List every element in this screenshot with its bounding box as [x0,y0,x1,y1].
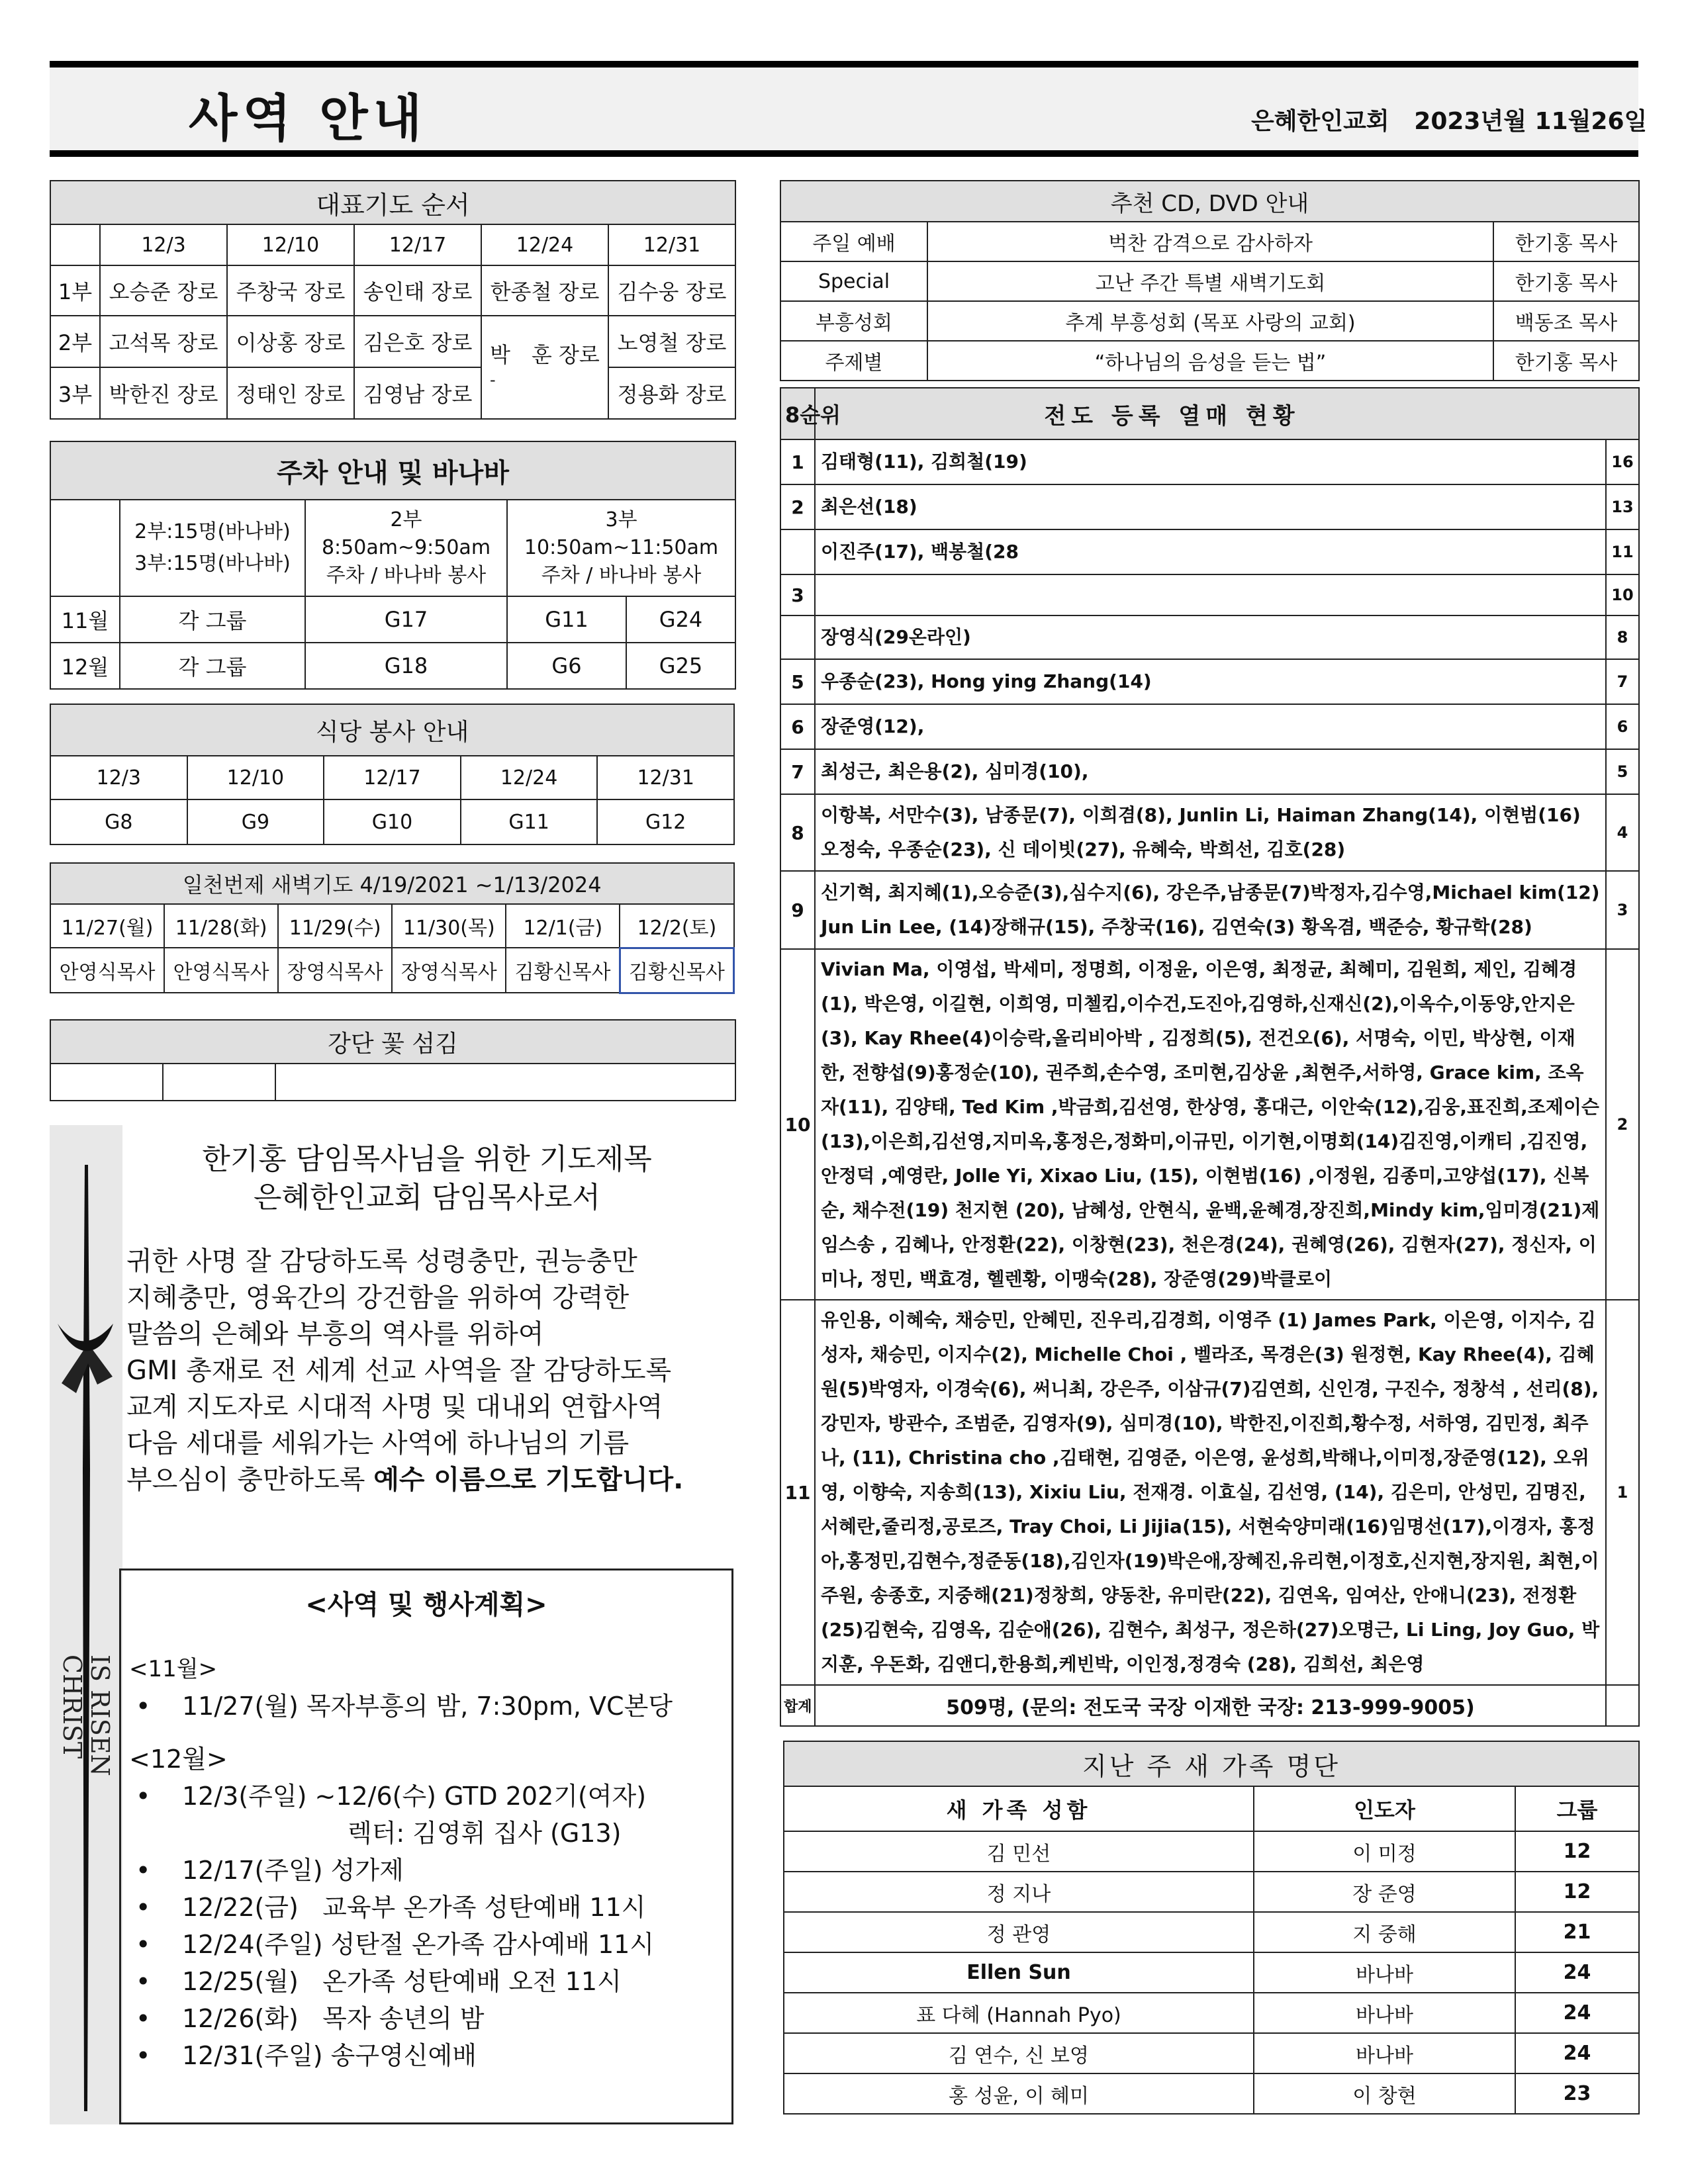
prayer-line: 교계 지도자로 시대적 사명 및 대내외 연합사역 [126,1392,663,1422]
service-role: 주차 / 바나바 봉사 [541,564,702,587]
blank-cell [50,224,100,265]
count-cell: 7 [1606,659,1639,704]
prayer-title-1: 한기홍 담임목사님을 위한 기도제목 [202,1142,652,1176]
media-category: 주일 예배 [780,222,927,261]
group-number: 24 [1515,2033,1639,2073]
rank-cell: 6 [780,704,815,749]
service-label: 1부 [50,265,100,316]
family-name: 홍 성윤, 이 혜미 [784,2073,1254,2114]
prayer-line: 귀한 사명 잘 감당하도록 성령충만, 권능충만 [126,1246,637,1277]
elder-name: 김수웅 장로 [608,265,735,316]
rank-cell: 2 [780,484,815,529]
capacity-line: 3부:15명(바나바) [134,552,291,575]
prayer-line: 지혜충만, 영육간의 강건함을 위하여 강력한 [126,1283,630,1313]
strip-text-2 [85,1655,115,1933]
event-text: 12/17(주일) 성가제 [182,1856,404,1885]
names-cell: 최은선(18) [815,484,1606,529]
event-item: • 12/17(주일) 성가제 [136,1856,404,1885]
group-number: 21 [1515,1912,1639,1952]
dawn-prayer-table [50,862,735,994]
event-text: 12/3(주일) ~12/6(수) GTD 202기(여자) [182,1782,647,1811]
month-label: <12월> [129,1745,228,1774]
rank-cell: 7 [780,749,815,794]
count-cell: 8 [1606,615,1639,659]
rank-cell: 1 [780,439,815,484]
event-text: 12/24(주일) 성탄절 온가족 감사예배 11시 [182,1930,655,1959]
leader-cell: 김황신목사 [506,948,620,993]
leader-cell: 장영식목사 [392,948,506,993]
media-speaker: 한기홍 목사 [1493,261,1639,301]
month-label: 11월 [50,596,120,643]
group-number: 12 [1515,1831,1639,1872]
leader-cell: 안영식목사 [50,948,164,993]
media-category: 부흥성회 [780,301,927,341]
group-number: 24 [1515,1993,1639,2033]
dining-title: 식당 봉사 안내 [50,704,734,756]
elder-name: 고석목 장로 [100,316,227,367]
media-title-cell: 고난 주간 특별 새벽기도회 [927,261,1493,301]
parking-title: 주차 안내 및 바나바 [50,441,735,500]
count-cell: 1 [1606,1300,1639,1685]
group-code: G9 [187,799,324,844]
rank-cell: 3 [780,574,815,615]
names-cell: 우종순(23), Hong ying Zhang(14) [815,659,1606,704]
date-cell: 12/31 [608,224,735,265]
dining-table [50,704,735,845]
family-name: 김 민선 [784,1831,1254,1872]
total-label: 합계 [780,1685,815,1726]
strip-text-1 [58,1655,87,1933]
date-cell: 12/17 [324,756,461,799]
names-cell [815,574,1606,615]
group-code: G24 [626,596,735,643]
col-header: 인도자 [1254,1786,1515,1831]
date-cell: 12/10 [187,756,324,799]
names-cell: 장준영(12), [815,704,1606,749]
bulletin-date: 2023년월 11월26일 [1414,108,1648,135]
names-cell: 이항복, 서만수(3), 남종문(7), 이희겸(8), Junlin Li, Haiman Zhang(14), 이현범(16) 오정숙, 우종순(23), 신 데이빗(27), 유혜숙, 박희선, 김호(28) [815,794,1606,871]
elder-name: 이상홍 장로 [227,316,354,367]
family-name: Ellen Sun [784,1952,1254,1993]
group-code: G8 [50,799,187,844]
count-cell: 16 [1606,439,1639,484]
count-cell: 6 [1606,704,1639,749]
group-code: G12 [597,799,734,844]
media-title-cell: “하나님의 음성을 듣는 법” [927,341,1493,381]
names-cell: 김태형(11), 김희철(19) [815,439,1606,484]
elder-name: 한종철 장로 [481,265,608,316]
family-name: 표 다혜 (Hannah Pyo) [784,1993,1254,2033]
guide-name: 장 준영 [1254,1872,1515,1912]
guide-name: 이 창현 [1254,2073,1515,2114]
event-item: • 12/31(주일) 송구영신예배 [136,2041,477,2070]
group-label: 각 그룹 [120,596,305,643]
date-cell: 12/3 [50,756,187,799]
media-speaker: 한기홍 목사 [1493,222,1639,261]
parking-table [50,441,736,690]
day-cell: 11/27(월) [50,904,164,948]
rank-cell: 9 [780,871,815,949]
rank-cell [780,615,815,659]
elder-name: 박한진 장로 [100,367,227,419]
date-cell: 12/24 [461,756,598,799]
service-time: 10:50am~11:50am [524,536,719,559]
prayer-line: 말씀의 은혜와 부흥의 역사를 위하여 [126,1319,544,1349]
media-title: 추천 CD, DVD 안내 [780,181,1639,222]
month-label: <11월> [129,1656,218,1682]
leader-cell: 안영식목사 [164,948,278,993]
family-name: 김 연수, 신 보영 [784,2033,1254,2073]
rank-cell: 11 [780,1300,815,1685]
church-name: 은혜한인교회 [1251,108,1389,135]
flowers-table [50,1019,736,1101]
day-cell: 12/2(토) [620,904,733,948]
event-item: • 12/25(월) 온가족 성탄예배 오전 11시 [136,1967,622,1996]
event-text: 12/22(금) 교육부 온가족 성탄예배 11시 [182,1893,646,1922]
count-cell: 4 [1606,794,1639,871]
new-families-table [783,1741,1640,2115]
event-item: • 12/22(금) 교육부 온가족 성탄예배 11시 [136,1893,646,1922]
elder-name: 주창국 장로 [227,265,354,316]
month-label: 12월 [50,643,120,689]
service2-info [305,500,507,596]
count-cell: 3 [1606,871,1639,949]
guide-name: 이 미정 [1254,1831,1515,1872]
merged-dash: - [490,371,496,389]
count-cell: 13 [1606,484,1639,529]
prayer-line: 다음 세대를 세워가는 사역에 하나님의 기름 [126,1428,630,1459]
media-title-cell: 벅찬 감격으로 감사하자 [927,222,1493,261]
group-code: G25 [626,643,735,689]
total-cell: 509명, (문의: 전도국 국장 이재한 국장: 213-999-9005) [815,1685,1606,1726]
group-number: 12 [1515,1872,1639,1912]
count-cell: 10 [1606,574,1639,615]
elder-name: 노영철 장로 [608,316,735,367]
elder-name: 송인태 장로 [354,265,481,316]
count-cell: 11 [1606,529,1639,574]
event-text: 12/25(월) 온가족 성탄예배 오전 11시 [182,1967,622,1996]
service3-info [507,500,735,596]
service-role: 주차 / 바나바 봉사 [326,564,487,587]
leader-cell: 김황신목사 [620,948,733,993]
prayer-line-last [126,1462,731,1498]
service-name: 3부 [605,508,637,531]
blank-cell [50,1064,163,1101]
day-cell: 11/30(목) [392,904,506,948]
group-label: 각 그룹 [120,643,305,689]
date-cell: 12/24 [481,224,608,265]
family-name: 정 관영 [784,1912,1254,1952]
guide-name: 바나바 [1254,1993,1515,2033]
names-cell: 이진주(17), 백봉철(28 [815,529,1606,574]
prayer-title-2: 은혜한인교회 담임목사로서 [253,1181,601,1214]
service-label: 2부 [50,316,100,367]
group-code: G10 [324,799,461,844]
date-cell: 12/3 [100,224,227,265]
names-cell: 유인용, 이혜숙, 채승민, 안혜민, 진우리,김경희, 이영주 (1) James Park, 이은영, 이지수, 김성자, 채승민, 이지수(2), Michelle Choi , 벨라조, 목경은(3) 원정현, Kay Rhee(4), 김혜원(5)박영자, 이경숙(6), 써니최, 강은주, 이삼규(7)김연희, 신인경, 구진수, 정창석 , 선리(8), 강민자, 방관수, 조범준, 김영자(9), 심미경(10), 박한진,이진희,황수정, 서하영, 김민정, 최주나, (11), Christina cho ,김태현, 김영준, 이은영, 윤성희,박해나,이미정,장준영(12), 오위영, 이향숙, 지송희(13), Xixiu Liu, 전재경. 이효실, 김선영, (14), 김은미, 안성민, 김명진,서혜란,줄리정,공로즈, Tray Choi, Li Jijia(15), 서현숙양미래(16)임명선(17),이경자, 홍정아,홍정민,김현수,정준동(18),김인자(19)박은애,장혜진,유리현,이정호,신지현,장지원, 최현,이주원, 송종호, 지중해(21)정창희, 양동찬, 유미란(22), 김연옥, 임여산, 안애니(23), 전정환(25)김현숙, 김영옥, 김순애(26), 김현수, 최성구, 정은하(27)오명근, Li Ling, Joy Guo, 박지훈, 우돈화, 김앤디,한용희,케빈박, 이인정,정경숙 (28), 김희선, 최은영 [815,1300,1606,1685]
group-code: G11 [461,799,598,844]
event-subtext: 렉터: 김영휘 집사 (G13) [348,1819,622,1848]
names-cell: 최성근, 최은용(2), 심미경(10), [815,749,1606,794]
church-date [1251,103,1647,136]
count-cell: 5 [1606,749,1639,794]
events-box [119,1569,733,2124]
media-table [780,180,1640,381]
family-name: 정 지나 [784,1872,1254,1912]
elder-name: 김은호 장로 [354,316,481,367]
rank-cell: 8 [780,794,815,871]
date-cell: 12/31 [597,756,734,799]
blank-cell [1606,1685,1639,1726]
media-title-cell: 추계 부흥성회 (목포 사랑의 교회) [927,301,1493,341]
prayer-order-table [50,180,736,420]
group-number: 23 [1515,2073,1639,2114]
strip-line: IS RISEN [85,1655,115,1776]
guide-name: 바나바 [1254,2033,1515,2073]
new-families-title: 지난 주 새 가족 명단 [784,1741,1639,1786]
names-cell: 장영식(29온라인) [815,615,1606,659]
prayer-line: GMI 총재로 전 세계 선교 사역을 잘 감당하도록 [126,1355,672,1386]
rank-cell: 5 [780,659,815,704]
media-category: Special [780,261,927,301]
flowers-title: 강단 꽃 섬김 [50,1020,735,1064]
names-cell: 신기혁, 최지혜(1),오승준(3),심수지(6), 강은주,남종문(7)박정자,김수영,Michael kim(12) Jun Lin Lee, (14)장해규(15), 주창국(16), 김연숙(3) 황옥겸, 백준승, 황규학(28) [815,871,1606,949]
event-text: 12/31(주일) 송구영신예배 [182,2041,477,2070]
group-code: G18 [305,643,507,689]
side-strip [50,1125,122,2124]
evangelism-table [780,387,1640,1727]
merged-name: 박 훈 장로 [490,342,600,367]
prayer-order-title: 대표기도 순서 [50,181,735,224]
group-number: 24 [1515,1952,1639,1993]
day-cell: 11/28(화) [164,904,278,948]
service-time: 8:50am~9:50am [321,536,491,559]
day-cell: 11/29(수) [278,904,392,948]
media-speaker: 한기홍 목사 [1493,341,1639,381]
group-code: G11 [507,596,626,643]
guide-name: 바나바 [1254,1952,1515,1993]
page-title: 사역 안내 [189,89,428,148]
event-item: • 11/27(월) 목자부흥의 밤, 7:30pm, VC본당 [136,1692,673,1721]
event-item: • 12/3(주일) ~12/6(수) GTD 202기(여자) [136,1782,647,1811]
events-title: <사역 및 행사계획> [305,1590,547,1620]
dawn-prayer-title: 일천번제 새벽기도 4/19/2021 ~1/13/2024 [50,863,734,904]
pastor-prayer-box [122,1135,731,1559]
cross-graphic [50,1125,122,2124]
rank-header: 8순위 [780,388,815,439]
date-cell: 12/10 [227,224,354,265]
count-cell: 2 [1606,949,1639,1300]
rank-cell [780,529,815,574]
leader-cell: 장영식목사 [278,948,392,993]
event-item: • 12/26(화) 목자 송년의 밤 [136,2004,485,2033]
capacity-line: 2부:15명(바나바) [134,520,291,543]
service-name: 2부 [390,508,422,531]
col-header: 새 가족 성함 [784,1786,1254,1831]
media-speaker: 백동조 목사 [1493,301,1639,341]
elder-name: 김영남 장로 [354,367,481,419]
media-category: 주제별 [780,341,927,381]
elder-name-merged [481,316,608,419]
event-text: 12/26(화) 목자 송년의 밤 [182,2004,485,2033]
date-cell: 12/17 [354,224,481,265]
service-label: 3부 [50,367,100,419]
elder-name: 오승준 장로 [100,265,227,316]
elder-name: 정용화 장로 [608,367,735,419]
parking-capacity [120,500,305,596]
rank-cell: 10 [780,949,815,1300]
group-code: G6 [507,643,626,689]
prayer-line: 부으심이 충만하도록 [126,1465,374,1495]
event-item: • 12/24(주일) 성탄절 온가족 감사예배 11시 [136,1930,655,1959]
blank-cell [50,500,120,596]
day-cell: 12/1(금) [506,904,620,948]
names-cell: Vivian Ma, 이영섭, 박세미, 정명희, 이정윤, 이은영, 최정균, 최혜미, 김원희, 제인, 김혜경(1), 박은영, 이길현, 이희영, 미첼킴,이수건,도진아,김영하,신재신(2),이옥수,이동양,안지은(3), Kay Rhee(4)이승락,올리비아박 , 김정희(5), 전건오(6), 서명숙, 이민, 박상현, 이재한, 전향섭(9)홍정순(10), 권주희,손수영, 조미현,김상윤 ,최현주,서하영, Grace kim, 조옥자(11), 김양태, Ted Kim ,박금희,김선영, 한상영, 홍대근, 이안숙(12),김웅,표진희,조제이슨(13),이은희,김선영,지미옥,홍정은,정화미,이규민, 이기현,이명회(14)김진영,이캐티 ,김진영, 안정덕 ,예영란, Jolle Yi, Xixao Liu, (15), 이현범(16) ,이정원, 김종미,고양섭(17), 신복순, 채수전(19) 천지현 (20), 남혜성, 안현식, 윤백,윤혜경,장진희,Mindy kim,임미경(21)제임스송 , 김혜나, 안정환(22), 이창현(23), 천은경(24), 권혜영(26), 김현자(27), 정신자, 이미나, 정민, 백효경, 헬렌황, 이맹숙(28), 장준영(29)박클로이 [815,949,1606,1300]
event-text: 11/27(월) 목자부흥의 밤, 7:30pm, VC본당 [182,1692,673,1721]
guide-name: 지 중해 [1254,1912,1515,1952]
strip-line: CHRIST [58,1655,87,1759]
blank-cell [275,1064,735,1101]
prayer-closing: 예수 이름으로 기도합니다. [373,1465,684,1495]
blank-cell [163,1064,275,1101]
col-header: 그룹 [1515,1786,1639,1831]
elder-name: 정태인 장로 [227,367,354,419]
group-code: G17 [305,596,507,643]
evangelism-title: 전도 등록 열매 현황 [815,388,1639,439]
